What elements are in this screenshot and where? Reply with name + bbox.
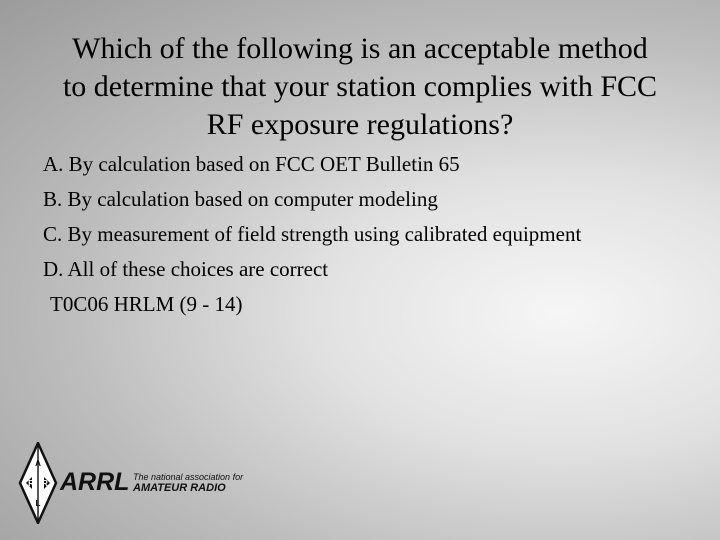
logo-tagline-top: The national association for bbox=[133, 472, 244, 482]
logo-tagline-bottom: AMATEUR RADIO bbox=[133, 482, 226, 494]
emblem-letter: L bbox=[35, 499, 41, 508]
answer-b: B. By calculation based on computer modeling bbox=[43, 187, 438, 211]
question-line: RF exposure regulations? bbox=[206, 108, 514, 141]
answer-a: A. By calculation based on FCC OET Bulletin 65 bbox=[43, 152, 460, 176]
question-line: Which of the following is an acceptable method bbox=[72, 32, 648, 65]
emblem-letter: A bbox=[35, 459, 41, 468]
answer-d: D. All of these choices are correct bbox=[43, 257, 329, 281]
logo-name: ARRL bbox=[60, 468, 130, 496]
answer-list bbox=[43, 147, 703, 322]
question-line: to determine that your station complies with FCC bbox=[62, 70, 658, 103]
question-title bbox=[20, 30, 700, 144]
question-reference: T0C06 HRLM (9 - 14) bbox=[50, 292, 243, 316]
emblem-letter: R bbox=[42, 479, 48, 488]
arrl-diamond-emblem-icon bbox=[18, 442, 58, 524]
emblem-letter: R bbox=[28, 479, 34, 488]
arrl-logo bbox=[18, 442, 248, 524]
answer-c: C. By measurement of field strength using calibrated equipment bbox=[43, 222, 582, 246]
